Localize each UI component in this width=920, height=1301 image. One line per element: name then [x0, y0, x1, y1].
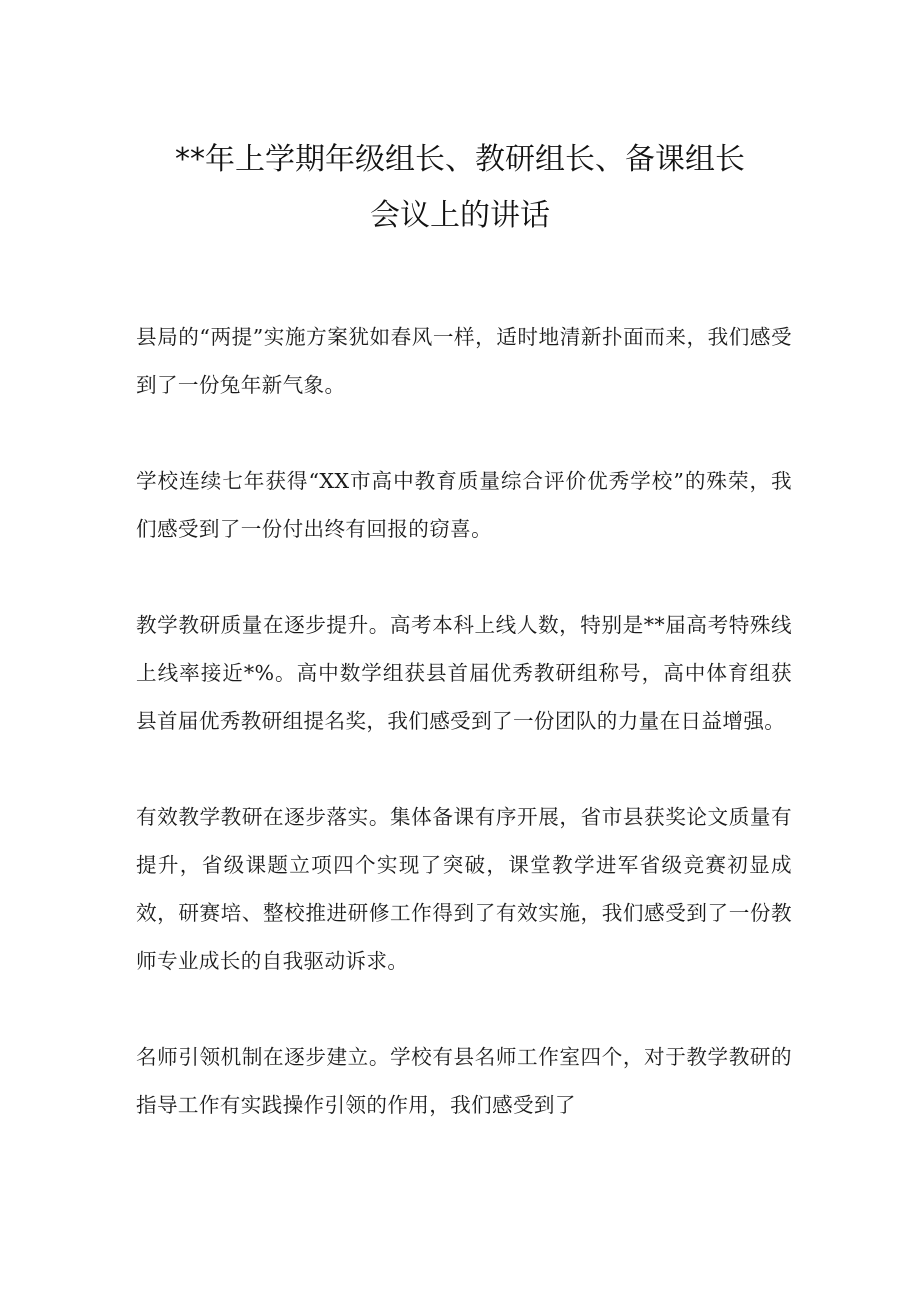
- document-body: [136, 313, 792, 1177]
- paragraph-4: 有效教学教研在逐步落实。集体备课有序开展，省市县获奖论文质量有提升，省级课题立项四个实现了突破，课堂教学进军省级竞赛初显成效，研赛培、整校推进研修工作得到了有效实施，我们感受到了一份教师专业成长的自我驱动诉求。: [136, 805, 792, 973]
- paragraph-3: 教学教研质量在逐步提升。高考本科上线人数，特别是**届高考特殊线上线率接近*%。高中数学组获县首届优秀教研组称号，高中体育组获县首届优秀教研组提名奖，我们感受到了一份团队的力量在日益增强。: [136, 613, 792, 733]
- document-title: [0, 132, 920, 244]
- paragraph-1: 县局的“两提”实施方案犹如春风一样，适时地清新扑面而来，我们感受到了一份兔年新气象。: [136, 325, 792, 397]
- paragraph-2: 学校连续七年获得“XX市高中教育质量综合评价优秀学校”的殊荣，我们感受到了一份付出终有回报的窃喜。: [136, 469, 792, 541]
- title-line-2: 会议上的讲话: [370, 198, 550, 233]
- title-line-1: **年上学期年级组长、教研组长、备课组长: [175, 142, 745, 177]
- paragraph-5: 名师引领机制在逐步建立。学校有县名师工作室四个，对于教学教研的指导工作有实践操作引领的作用，我们感受到了: [136, 1045, 792, 1117]
